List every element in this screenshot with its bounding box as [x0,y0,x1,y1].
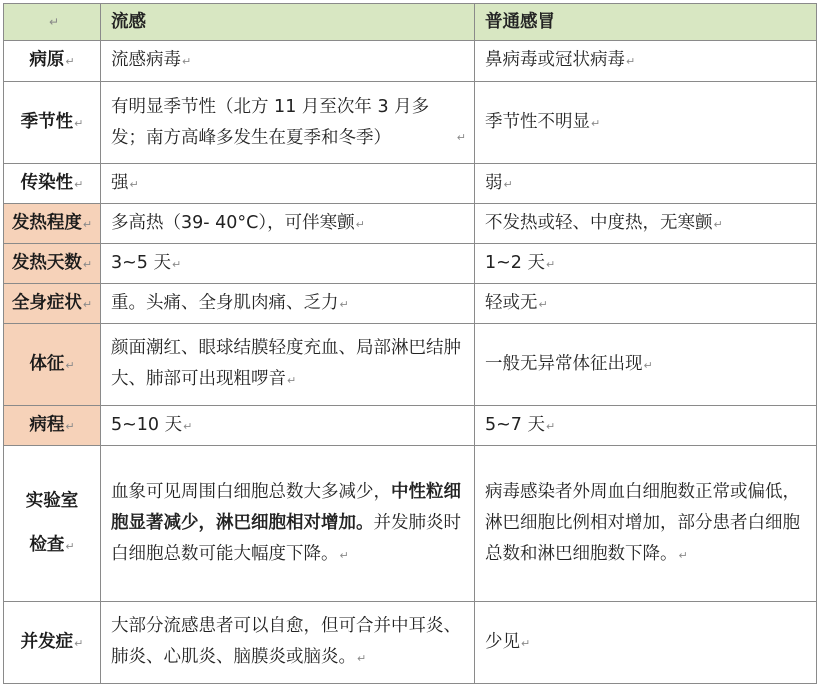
flu-vs-cold-table [3,3,817,684]
table-header-row [4,4,817,41]
comparison-table-wrapper [3,3,817,684]
cell-cold-complications: 少见↵ [475,602,817,684]
cell-flu-lab-tests: 血象可见周围白细胞总数大多减少，中性粒细胞显著减少，淋巴细胞相对增加。并发肺炎时白细胞总数可能大幅度下降。↵ [101,446,475,602]
cell-flu-course: 5~10 天↵ [101,406,475,446]
table-row [4,324,817,406]
row-label-course: 病程↵ [4,406,101,446]
row-label-contagiousness: 传染性↵ [4,164,101,204]
row-label-systemic-symptoms: 全身症状↵ [4,284,101,324]
paragraph-mark: ↵ [48,14,60,29]
header-cold: 普通感冒 [475,4,817,41]
row-label-complications: 并发症↵ [4,602,101,684]
header-flu: 流感 [101,4,475,41]
cell-flu-contagiousness: 强↵ [101,164,475,204]
row-label-lab-tests: 实验室 检查↵ [4,446,101,602]
cell-flu-seasonality: 有明显季节性（北方 11 月至次年 3 月多发；南方高峰多发生在夏季和冬季） ↵ [101,82,475,164]
cell-flu-systemic-symptoms: 重。头痛、全身肌肉痛、乏力↵ [101,284,475,324]
cell-flu-complications: 大部分流感患者可以自愈，但可合并中耳炎、肺炎、心肌炎、脑膜炎或脑炎。↵ [101,602,475,684]
cell-cold-lab-tests: 病毒感染者外周血白细胞数正常或偏低，淋巴细胞比例相对增加，部分患者白细胞总数和淋巴细胞数下降。↵ [475,446,817,602]
table-row [4,82,817,164]
cell-flu-signs: 颜面潮红、眼球结膜轻度充血、局部淋巴结肿大、肺部可出现粗啰音↵ [101,324,475,406]
cell-cold-fever-days: 1~2 天↵ [475,244,817,284]
table-row [4,164,817,204]
table-row [4,446,817,602]
cell-cold-systemic-symptoms: 轻或无↵ [475,284,817,324]
table-row [4,204,817,244]
cell-flu-fever-degree: 多高热（39- 40°C），可伴寒颤↵ [101,204,475,244]
row-label-signs: 体征↵ [4,324,101,406]
cell-cold-seasonality: 季节性不明显↵ [475,82,817,164]
row-label-fever-degree: 发热程度↵ [4,204,101,244]
table-row [4,244,817,284]
cell-cold-pathogen: 鼻病毒或冠状病毒↵ [475,41,817,82]
cell-cold-signs: 一般无异常体征出现↵ [475,324,817,406]
row-label-fever-days: 发热天数↵ [4,244,101,284]
table-row [4,406,817,446]
row-label-pathogen: 病原↵ [4,41,101,82]
cell-flu-pathogen: 流感病毒↵ [101,41,475,82]
cell-cold-fever-degree: 不发热或轻、中度热，无寒颤↵ [475,204,817,244]
cell-flu-fever-days: 3~5 天↵ [101,244,475,284]
header-corner-cell [4,4,101,41]
cell-cold-contagiousness: 弱↵ [475,164,817,204]
table-row [4,284,817,324]
table-row [4,41,817,82]
row-label-seasonality: 季节性↵ [4,82,101,164]
cell-cold-course: 5~7 天↵ [475,406,817,446]
table-row [4,602,817,684]
